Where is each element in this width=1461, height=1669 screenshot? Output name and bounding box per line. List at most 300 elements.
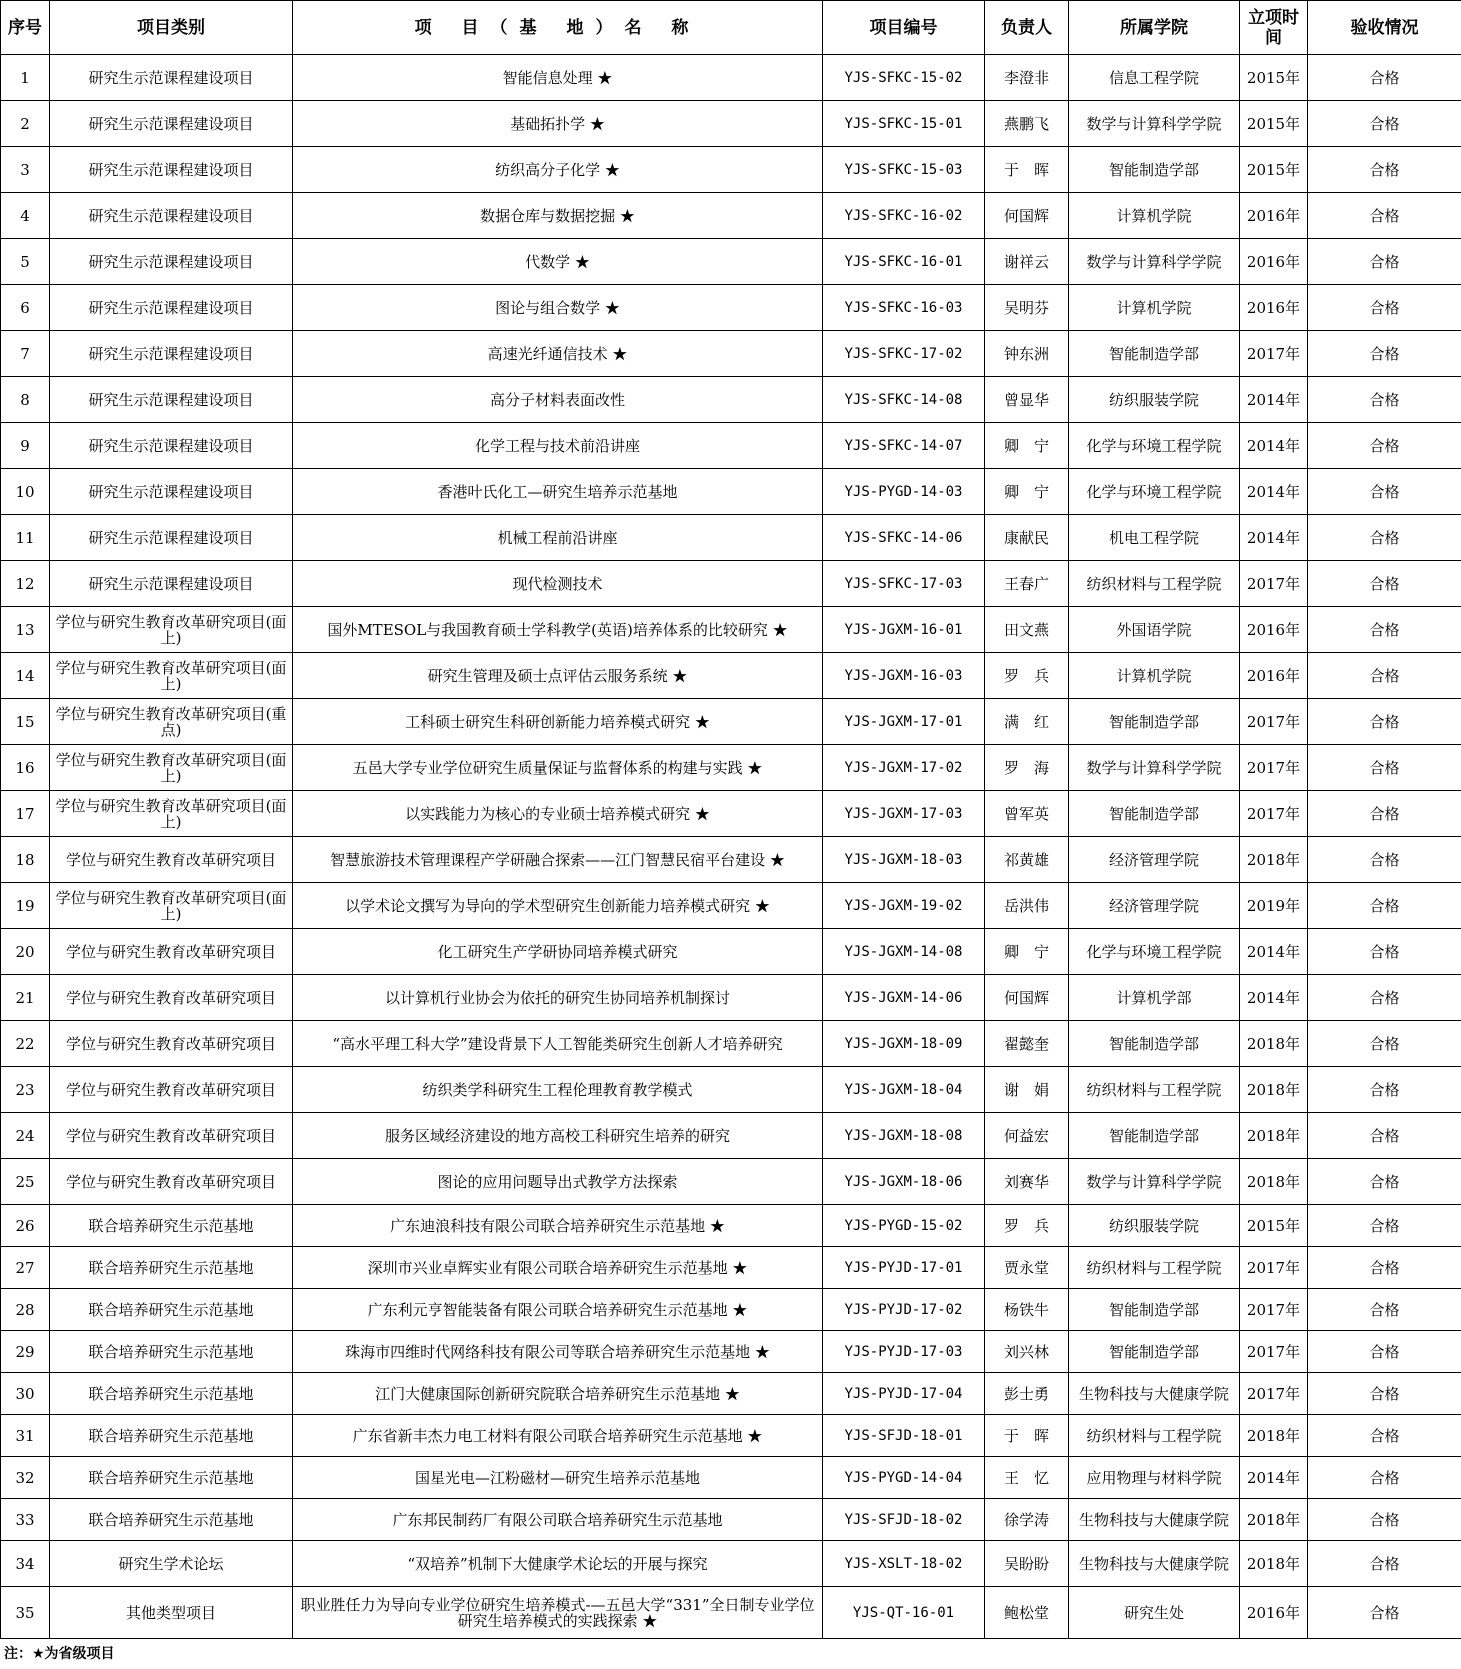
table-row [1, 377, 1461, 423]
cell-category: 研究生示范课程建设项目 [50, 331, 293, 377]
cell-result: 合格 [1308, 101, 1461, 147]
cell-school: 外国语学院 [1069, 607, 1240, 653]
cell-result: 合格 [1308, 239, 1461, 285]
header-project-name: 项 目（基 地）名 称 [293, 1, 823, 55]
cell-school: 智能制造学部 [1069, 1021, 1240, 1067]
cell-leader: 吴明芬 [985, 285, 1069, 331]
table-row [1, 1205, 1461, 1247]
cell-category: 研究生示范课程建设项目 [50, 423, 293, 469]
cell-leader: 卿 宁 [985, 469, 1069, 515]
cell-category: 研究生示范课程建设项目 [50, 193, 293, 239]
cell-school: 生物科技与大健康学院 [1069, 1499, 1240, 1541]
table-row [1, 55, 1461, 101]
cell-leader: 于 晖 [985, 147, 1069, 193]
cell-year: 2018年 [1240, 1021, 1308, 1067]
cell-school: 数学与计算科学学院 [1069, 239, 1240, 285]
cell-project-name: 广东迪浪科技有限公司联合培养研究生示范基地 ★ [293, 1205, 823, 1247]
cell-project-name: 纺织类学科研究生工程伦理教育教学模式 [293, 1067, 823, 1113]
cell-result: 合格 [1308, 331, 1461, 377]
cell-year: 2016年 [1240, 239, 1308, 285]
cell-category: 学位与研究生教育改革研究项目 [50, 1113, 293, 1159]
cell-category: 联合培养研究生示范基地 [50, 1499, 293, 1541]
table-row [1, 1067, 1461, 1113]
cell-result: 合格 [1308, 1587, 1461, 1639]
cell-result: 合格 [1308, 285, 1461, 331]
cell-project-code: YJS-SFKC-14-08 [823, 377, 985, 423]
cell-leader: 康献民 [985, 515, 1069, 561]
cell-school: 研究生处 [1069, 1587, 1240, 1639]
cell-year: 2018年 [1240, 837, 1308, 883]
table-row [1, 1587, 1461, 1639]
cell-leader: 田文燕 [985, 607, 1069, 653]
table-row [1, 1247, 1461, 1289]
cell-project-code: YJS-PYGD-14-04 [823, 1457, 985, 1499]
cell-no: 33 [1, 1499, 50, 1541]
cell-project-name: 高速光纤通信技术 ★ [293, 331, 823, 377]
cell-project-code: YJS-JGXM-14-08 [823, 929, 985, 975]
cell-project-name: “高水平理工科大学”建设背景下人工智能类研究生创新人才培养研究 [293, 1021, 823, 1067]
cell-category: 学位与研究生教育改革研究项目(面上) [50, 745, 293, 791]
cell-project-code: YJS-JGXM-18-08 [823, 1113, 985, 1159]
cell-leader: 罗 海 [985, 745, 1069, 791]
cell-project-code: YJS-JGXM-19-02 [823, 883, 985, 929]
cell-leader: 何益宏 [985, 1113, 1069, 1159]
cell-no: 7 [1, 331, 50, 377]
table-row [1, 1113, 1461, 1159]
cell-school: 计算机学院 [1069, 193, 1240, 239]
cell-project-name: 高分子材料表面改性 [293, 377, 823, 423]
cell-school: 计算机学院 [1069, 285, 1240, 331]
cell-no: 8 [1, 377, 50, 423]
cell-category: 联合培养研究生示范基地 [50, 1205, 293, 1247]
cell-project-name: 香港叶氏化工—研究生培养示范基地 [293, 469, 823, 515]
cell-result: 合格 [1308, 561, 1461, 607]
cell-result: 合格 [1308, 1289, 1461, 1331]
cell-year: 2014年 [1240, 975, 1308, 1021]
cell-result: 合格 [1308, 1113, 1461, 1159]
cell-result: 合格 [1308, 55, 1461, 101]
table-row [1, 929, 1461, 975]
cell-year: 2017年 [1240, 1247, 1308, 1289]
cell-year: 2017年 [1240, 331, 1308, 377]
cell-no: 28 [1, 1289, 50, 1331]
cell-project-name: 研究生管理及硕士点评估云服务系统 ★ [293, 653, 823, 699]
footnote: 注：★为省级项目 [0, 1639, 1461, 1669]
cell-project-name: 纺织高分子化学 ★ [293, 147, 823, 193]
cell-no: 15 [1, 699, 50, 745]
cell-leader: 何国辉 [985, 975, 1069, 1021]
cell-project-name: 机械工程前沿讲座 [293, 515, 823, 561]
cell-no: 22 [1, 1021, 50, 1067]
cell-project-name: 图论的应用问题导出式教学方法探索 [293, 1159, 823, 1205]
cell-category: 研究生示范课程建设项目 [50, 561, 293, 607]
cell-category: 研究生示范课程建设项目 [50, 55, 293, 101]
cell-project-code: YJS-SFKC-17-03 [823, 561, 985, 607]
cell-project-name: 工科硕士研究生科研创新能力培养模式研究 ★ [293, 699, 823, 745]
cell-year: 2016年 [1240, 653, 1308, 699]
cell-year: 2019年 [1240, 883, 1308, 929]
cell-project-code: YJS-JGXM-17-01 [823, 699, 985, 745]
header-category: 项目类别 [50, 1, 293, 55]
cell-leader: 谢祥云 [985, 239, 1069, 285]
cell-school: 智能制造学部 [1069, 1331, 1240, 1373]
cell-no: 9 [1, 423, 50, 469]
cell-project-code: YJS-JGXM-17-02 [823, 745, 985, 791]
cell-leader: 刘赛华 [985, 1159, 1069, 1205]
cell-project-name: 深圳市兴业卓辉实业有限公司联合培养研究生示范基地 ★ [293, 1247, 823, 1289]
cell-project-name: 化学工程与技术前沿讲座 [293, 423, 823, 469]
table-row [1, 791, 1461, 837]
cell-project-name: 国外MTESOL与我国教育硕士学科教学(英语)培养体系的比较研究 ★ [293, 607, 823, 653]
cell-category: 研究生示范课程建设项目 [50, 239, 293, 285]
cell-result: 合格 [1308, 1247, 1461, 1289]
cell-category: 学位与研究生教育改革研究项目(面上) [50, 883, 293, 929]
cell-project-name: 数据仓库与数据挖掘 ★ [293, 193, 823, 239]
cell-category: 研究生示范课程建设项目 [50, 147, 293, 193]
cell-leader: 卿 宁 [985, 929, 1069, 975]
cell-no: 18 [1, 837, 50, 883]
cell-year: 2018年 [1240, 1541, 1308, 1587]
cell-school: 纺织材料与工程学院 [1069, 1067, 1240, 1113]
cell-year: 2014年 [1240, 469, 1308, 515]
cell-year: 2017年 [1240, 1331, 1308, 1373]
cell-leader: 于 晖 [985, 1415, 1069, 1457]
cell-leader: 曾军英 [985, 791, 1069, 837]
cell-project-code: YJS-PYJD-17-03 [823, 1331, 985, 1373]
table-row [1, 239, 1461, 285]
cell-result: 合格 [1308, 1159, 1461, 1205]
cell-year: 2017年 [1240, 791, 1308, 837]
cell-result: 合格 [1308, 377, 1461, 423]
table-row [1, 469, 1461, 515]
cell-project-code: YJS-SFKC-15-01 [823, 101, 985, 147]
header-leader: 负责人 [985, 1, 1069, 55]
cell-category: 研究生示范课程建设项目 [50, 515, 293, 561]
cell-result: 合格 [1308, 791, 1461, 837]
cell-project-name: 职业胜任力为导向专业学位研究生培养模式-—五邑大学“331”全日制专业学位研究生培养模式的实践探索 ★ [293, 1587, 823, 1639]
cell-school: 智能制造学部 [1069, 791, 1240, 837]
table-row [1, 699, 1461, 745]
cell-no: 35 [1, 1587, 50, 1639]
cell-project-code: YJS-SFJD-18-01 [823, 1415, 985, 1457]
table-row [1, 285, 1461, 331]
cell-school: 化学与环境工程学院 [1069, 929, 1240, 975]
cell-school: 信息工程学院 [1069, 55, 1240, 101]
table-row [1, 1373, 1461, 1415]
cell-category: 联合培养研究生示范基地 [50, 1289, 293, 1331]
cell-leader: 卿 宁 [985, 423, 1069, 469]
cell-project-code: YJS-JGXM-16-01 [823, 607, 985, 653]
cell-school: 智能制造学部 [1069, 147, 1240, 193]
cell-category: 学位与研究生教育改革研究项目 [50, 975, 293, 1021]
cell-year: 2018年 [1240, 1067, 1308, 1113]
cell-project-name: 化工研究生产学研协同培养模式研究 [293, 929, 823, 975]
cell-year: 2015年 [1240, 147, 1308, 193]
cell-project-name: 以学术论文撰写为导向的学术型研究生创新能力培养模式研究 ★ [293, 883, 823, 929]
cell-project-name: 以实践能力为核心的专业硕士培养模式研究 ★ [293, 791, 823, 837]
cell-project-code: YJS-SFKC-16-02 [823, 193, 985, 239]
cell-no: 31 [1, 1415, 50, 1457]
cell-project-code: YJS-SFKC-14-07 [823, 423, 985, 469]
cell-category: 联合培养研究生示范基地 [50, 1247, 293, 1289]
table-row [1, 1415, 1461, 1457]
table-row [1, 745, 1461, 791]
cell-school: 数学与计算科学学院 [1069, 101, 1240, 147]
table-row [1, 561, 1461, 607]
cell-result: 合格 [1308, 147, 1461, 193]
cell-project-name: 服务区域经济建设的地方高校工科研究生培养的研究 [293, 1113, 823, 1159]
cell-leader: 刘兴林 [985, 1331, 1069, 1373]
cell-leader: 燕鹏飞 [985, 101, 1069, 147]
cell-year: 2015年 [1240, 55, 1308, 101]
cell-year: 2014年 [1240, 377, 1308, 423]
cell-leader: 曾显华 [985, 377, 1069, 423]
cell-category: 联合培养研究生示范基地 [50, 1415, 293, 1457]
cell-category: 其他类型项目 [50, 1587, 293, 1639]
cell-project-code: YJS-SFKC-16-01 [823, 239, 985, 285]
cell-no: 1 [1, 55, 50, 101]
table-row [1, 653, 1461, 699]
cell-category: 学位与研究生教育改革研究项目 [50, 1159, 293, 1205]
cell-project-name: 智能信息处理 ★ [293, 55, 823, 101]
cell-school: 经济管理学院 [1069, 883, 1240, 929]
cell-no: 14 [1, 653, 50, 699]
cell-school: 计算机学部 [1069, 975, 1240, 1021]
cell-project-name: 广东利元亨智能装备有限公司联合培养研究生示范基地 ★ [293, 1289, 823, 1331]
cell-no: 23 [1, 1067, 50, 1113]
cell-year: 2016年 [1240, 285, 1308, 331]
cell-project-code: YJS-JGXM-18-09 [823, 1021, 985, 1067]
cell-category: 研究生示范课程建设项目 [50, 101, 293, 147]
cell-no: 10 [1, 469, 50, 515]
table-row [1, 423, 1461, 469]
cell-leader: 翟懿奎 [985, 1021, 1069, 1067]
cell-project-code: YJS-PYGD-14-03 [823, 469, 985, 515]
cell-year: 2017年 [1240, 561, 1308, 607]
cell-project-name: 以计算机行业协会为依托的研究生协同培养机制探讨 [293, 975, 823, 1021]
header-school: 所属学院 [1069, 1, 1240, 55]
cell-result: 合格 [1308, 837, 1461, 883]
cell-category: 学位与研究生教育改革研究项目 [50, 929, 293, 975]
cell-leader: 何国辉 [985, 193, 1069, 239]
cell-project-code: YJS-SFJD-18-02 [823, 1499, 985, 1541]
cell-project-code: YJS-JGXM-18-04 [823, 1067, 985, 1113]
cell-school: 生物科技与大健康学院 [1069, 1373, 1240, 1415]
cell-result: 合格 [1308, 653, 1461, 699]
cell-year: 2014年 [1240, 929, 1308, 975]
cell-leader: 罗 兵 [985, 1205, 1069, 1247]
cell-no: 4 [1, 193, 50, 239]
cell-leader: 罗 兵 [985, 653, 1069, 699]
cell-category: 学位与研究生教育改革研究项目(面上) [50, 653, 293, 699]
table-row [1, 331, 1461, 377]
cell-project-code: YJS-PYJD-17-01 [823, 1247, 985, 1289]
cell-no: 13 [1, 607, 50, 653]
cell-leader: 杨铁牛 [985, 1289, 1069, 1331]
cell-school: 纺织材料与工程学院 [1069, 561, 1240, 607]
table-body [1, 55, 1461, 1639]
cell-category: 学位与研究生教育改革研究项目 [50, 1067, 293, 1113]
cell-leader: 吴盼盼 [985, 1541, 1069, 1587]
table-header-row [1, 1, 1461, 55]
cell-category: 学位与研究生教育改革研究项目(重点) [50, 699, 293, 745]
cell-no: 19 [1, 883, 50, 929]
cell-project-code: YJS-PYJD-17-04 [823, 1373, 985, 1415]
cell-category: 研究生示范课程建设项目 [50, 469, 293, 515]
cell-result: 合格 [1308, 1541, 1461, 1587]
cell-year: 2017年 [1240, 745, 1308, 791]
cell-no: 32 [1, 1457, 50, 1499]
cell-category: 研究生学术论坛 [50, 1541, 293, 1587]
cell-leader: 谢 娟 [985, 1067, 1069, 1113]
cell-project-name: 代数学 ★ [293, 239, 823, 285]
table-row [1, 837, 1461, 883]
cell-year: 2014年 [1240, 515, 1308, 561]
cell-category: 联合培养研究生示范基地 [50, 1331, 293, 1373]
cell-school: 智能制造学部 [1069, 699, 1240, 745]
table-row [1, 1541, 1461, 1587]
cell-result: 合格 [1308, 1331, 1461, 1373]
cell-school: 机电工程学院 [1069, 515, 1240, 561]
cell-leader: 满 红 [985, 699, 1069, 745]
cell-no: 24 [1, 1113, 50, 1159]
cell-project-name: 广东省新丰杰力电工材料有限公司联合培养研究生示范基地 ★ [293, 1415, 823, 1457]
cell-no: 27 [1, 1247, 50, 1289]
cell-project-name: 广东邦民制药厂有限公司联合培养研究生示范基地 [293, 1499, 823, 1541]
cell-school: 纺织服装学院 [1069, 1205, 1240, 1247]
cell-category: 研究生示范课程建设项目 [50, 285, 293, 331]
cell-year: 2014年 [1240, 1457, 1308, 1499]
cell-leader: 钟东洲 [985, 331, 1069, 377]
cell-no: 5 [1, 239, 50, 285]
cell-no: 34 [1, 1541, 50, 1587]
cell-project-code: YJS-JGXM-18-06 [823, 1159, 985, 1205]
cell-project-code: YJS-JGXM-16-03 [823, 653, 985, 699]
cell-year: 2018年 [1240, 1159, 1308, 1205]
cell-leader: 彭士勇 [985, 1373, 1069, 1415]
cell-school: 数学与计算科学学院 [1069, 745, 1240, 791]
cell-school: 数学与计算科学学院 [1069, 1159, 1240, 1205]
cell-result: 合格 [1308, 1373, 1461, 1415]
cell-category: 学位与研究生教育改革研究项目(面上) [50, 791, 293, 837]
cell-no: 12 [1, 561, 50, 607]
cell-project-code: YJS-XSLT-18-02 [823, 1541, 985, 1587]
table-row [1, 515, 1461, 561]
cell-category: 学位与研究生教育改革研究项目 [50, 1021, 293, 1067]
cell-project-name: 现代检测技术 [293, 561, 823, 607]
cell-project-code: YJS-JGXM-18-03 [823, 837, 985, 883]
cell-no: 29 [1, 1331, 50, 1373]
cell-project-name: 江门大健康国际创新研究院联合培养研究生示范基地 ★ [293, 1373, 823, 1415]
cell-school: 应用物理与材料学院 [1069, 1457, 1240, 1499]
table-row [1, 1159, 1461, 1205]
cell-result: 合格 [1308, 515, 1461, 561]
cell-project-name: 国星光电—江粉磁材—研究生培养示范基地 [293, 1457, 823, 1499]
cell-year: 2014年 [1240, 423, 1308, 469]
cell-category: 联合培养研究生示范基地 [50, 1373, 293, 1415]
cell-school: 智能制造学部 [1069, 1289, 1240, 1331]
cell-year: 2017年 [1240, 699, 1308, 745]
cell-project-code: YJS-SFKC-16-03 [823, 285, 985, 331]
table-row [1, 101, 1461, 147]
table-row [1, 1331, 1461, 1373]
cell-no: 30 [1, 1373, 50, 1415]
cell-school: 纺织材料与工程学院 [1069, 1415, 1240, 1457]
cell-no: 16 [1, 745, 50, 791]
cell-year: 2016年 [1240, 607, 1308, 653]
cell-project-name: 基础拓扑学 ★ [293, 101, 823, 147]
cell-no: 17 [1, 791, 50, 837]
cell-result: 合格 [1308, 1067, 1461, 1113]
cell-project-code: YJS-PYJD-17-02 [823, 1289, 985, 1331]
header-no: 序号 [1, 1, 50, 55]
table-row [1, 1457, 1461, 1499]
cell-year: 2017年 [1240, 1289, 1308, 1331]
cell-year: 2018年 [1240, 1499, 1308, 1541]
cell-no: 21 [1, 975, 50, 1021]
table-row [1, 1499, 1461, 1541]
cell-result: 合格 [1308, 607, 1461, 653]
cell-no: 11 [1, 515, 50, 561]
cell-result: 合格 [1308, 1499, 1461, 1541]
cell-no: 20 [1, 929, 50, 975]
cell-project-code: YJS-QT-16-01 [823, 1587, 985, 1639]
cell-school: 智能制造学部 [1069, 1113, 1240, 1159]
cell-leader: 贾永堂 [985, 1247, 1069, 1289]
table-row [1, 607, 1461, 653]
cell-project-name: “双培养”机制下大健康学术论坛的开展与探究 [293, 1541, 823, 1587]
cell-project-name: 五邑大学专业学位研究生质量保证与监督体系的构建与实践 ★ [293, 745, 823, 791]
cell-category: 学位与研究生教育改革研究项目(面上) [50, 607, 293, 653]
cell-result: 合格 [1308, 469, 1461, 515]
cell-school: 生物科技与大健康学院 [1069, 1541, 1240, 1587]
cell-result: 合格 [1308, 193, 1461, 239]
table-row [1, 147, 1461, 193]
cell-result: 合格 [1308, 929, 1461, 975]
cell-category: 联合培养研究生示范基地 [50, 1457, 293, 1499]
cell-category: 学位与研究生教育改革研究项目 [50, 837, 293, 883]
table-row [1, 1021, 1461, 1067]
cell-leader: 祁黄雄 [985, 837, 1069, 883]
cell-project-code: YJS-SFKC-14-06 [823, 515, 985, 561]
cell-year: 2018年 [1240, 1113, 1308, 1159]
header-result: 验收情况 [1308, 1, 1461, 55]
cell-project-code: YJS-JGXM-17-03 [823, 791, 985, 837]
cell-project-code: YJS-PYGD-15-02 [823, 1205, 985, 1247]
cell-year: 2017年 [1240, 1373, 1308, 1415]
cell-result: 合格 [1308, 423, 1461, 469]
table-row [1, 975, 1461, 1021]
cell-leader: 鲍松堂 [985, 1587, 1069, 1639]
table-row [1, 1289, 1461, 1331]
cell-school: 化学与环境工程学院 [1069, 423, 1240, 469]
cell-result: 合格 [1308, 883, 1461, 929]
table-row [1, 193, 1461, 239]
cell-year: 2016年 [1240, 1587, 1308, 1639]
cell-result: 合格 [1308, 975, 1461, 1021]
cell-school: 化学与环境工程学院 [1069, 469, 1240, 515]
cell-project-code: YJS-SFKC-15-02 [823, 55, 985, 101]
cell-no: 2 [1, 101, 50, 147]
cell-no: 6 [1, 285, 50, 331]
cell-project-name: 珠海市四维时代网络科技有限公司等联合培养研究生示范基地 ★ [293, 1331, 823, 1373]
cell-project-code: YJS-SFKC-17-02 [823, 331, 985, 377]
cell-no: 25 [1, 1159, 50, 1205]
cell-result: 合格 [1308, 1205, 1461, 1247]
cell-school: 纺织服装学院 [1069, 377, 1240, 423]
cell-category: 研究生示范课程建设项目 [50, 377, 293, 423]
cell-leader: 徐学涛 [985, 1499, 1069, 1541]
